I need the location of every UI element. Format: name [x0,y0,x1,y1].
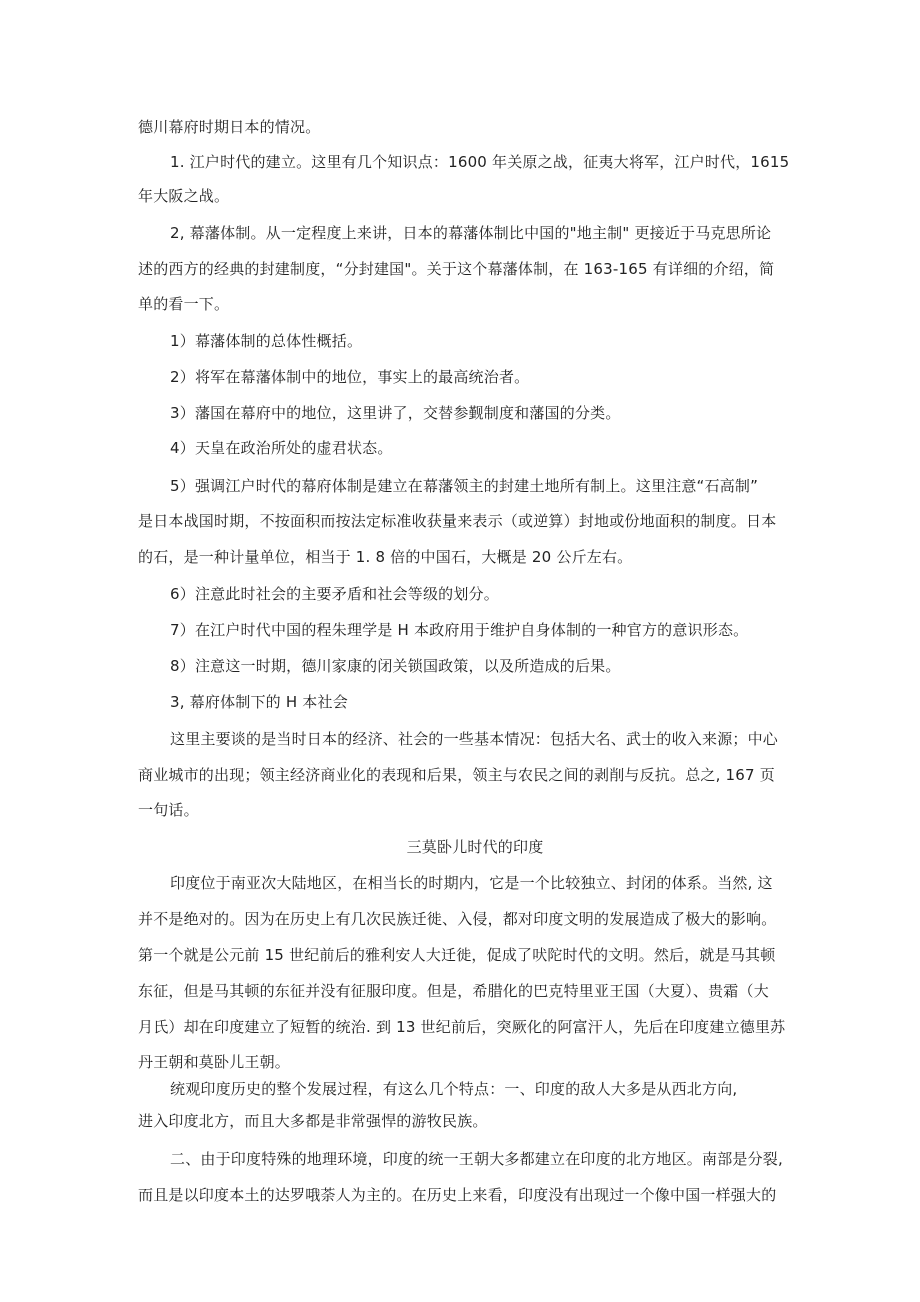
text-line: 述的西方的经典的封建制度，“分封建国"。关于这个幕藩体制，在 163-165 有详细的介绍，简 [138,260,775,278]
text-line: 5）强调江户时代的幕府体制是建立在幕藩领主的封建土地所有制上。这里注意“石高制” [170,477,759,495]
text-line: 这里主要谈的是当时日本的经济、社会的一些基本情况：包括大名、武士的收入来源；中心 [170,730,779,748]
section-heading: 三莫卧儿时代的印度 [406,838,544,856]
text-line: 是日本战国时期，不按面积而按法定标准收获量来表示（或逆算）封地或份地面积的制度。日本 [138,512,777,530]
text-line: 德川幕府时期日本的情况。 [138,118,321,136]
text-line: 1. 江户时代的建立。这里有几个知识点：1600 年关原之战，征夷大将军，江户时代，1615 [170,153,790,171]
text-line: 丹王朝和莫卧儿王朝。 [138,1053,291,1071]
text-line: 而且是以印度本土的达罗哦荼人为主的。在历史上来看，印度没有出现过一个像中国一样强大的 [138,1186,777,1204]
text-line: 进入印度北方，而且大多都是非常强悍的游牧民族。 [138,1112,488,1130]
text-line: 2）将军在幕藩体制中的地位，事实上的最高统治者。 [170,368,530,386]
text-line: 并不是绝对的。因为在历史上有几次民族迁徙、入侵，都对印度文明的发展造成了极大的影响。 [138,910,777,928]
text-line: 3）藩国在幕府中的地位，这里讲了，交替参觐制度和藩国的分类。 [170,404,621,422]
text-line: 第一个就是公元前 15 世纪前后的雅利安人大迁徙，促成了吠陀时代的文明。然后，就是马其顿 [138,946,776,964]
text-line: 二、由于印度特殊的地理环境，印度的统一王朝大多都建立在印度的北方地区。南部是分裂, [170,1150,783,1168]
text-line: 3, 幕府体制下的 H 本社会 [170,693,348,711]
text-line: 单的看一下。 [138,295,230,313]
text-line: 1）幕藩体制的总体性概括。 [170,332,363,350]
text-line: 商业城市的出现；领主经济商业化的表现和后果，领主与农民之间的剥削与反抗。总之, 167 页 [138,766,775,784]
text-line: 8）注意这一时期，德川家康的闭关锁国政策，以及所造成的后果。 [170,657,621,675]
text-line: 2, 幕藩体制。从一定程度上来讲，日本的幕藩体制比中国的"地主制" 更接近于马克思所论 [170,224,772,242]
text-line: 7）在江户时代中国的程朱理学是 H 本政府用于维护自身体制的一种官方的意识形态。 [170,621,749,639]
text-line: 统观印度历史的整个发展过程，有这么几个特点：一、印度的敌人大多是从西北方向, [170,1080,738,1098]
text-line: 年大阪之战。 [138,187,230,205]
text-line: 4）天皇在政治所处的虚君状态。 [170,439,393,457]
text-line: 6）注意此时社会的主要矛盾和社会等级的划分。 [170,585,499,603]
text-line: 月氏）却在印度建立了短暂的统治. 到 13 世纪前后，突厥化的阿富汗人，先后在印度建立德里苏 [138,1018,786,1036]
text-line: 的石，是一种计量单位，相当于 1. 8 倍的中国石，大概是 20 公斤左右。 [138,548,633,566]
text-line: 印度位于南亚次大陆地区，在相当长的时期内，它是一个比较独立、封闭的体系。当然, 这 [170,874,773,892]
text-line: 东征，但是马其顿的东征并没有征服印度。但是，希腊化的巴克特里亚王国（大夏）、贵霜（大 [138,982,769,1000]
text-line: 一句话。 [138,801,199,819]
